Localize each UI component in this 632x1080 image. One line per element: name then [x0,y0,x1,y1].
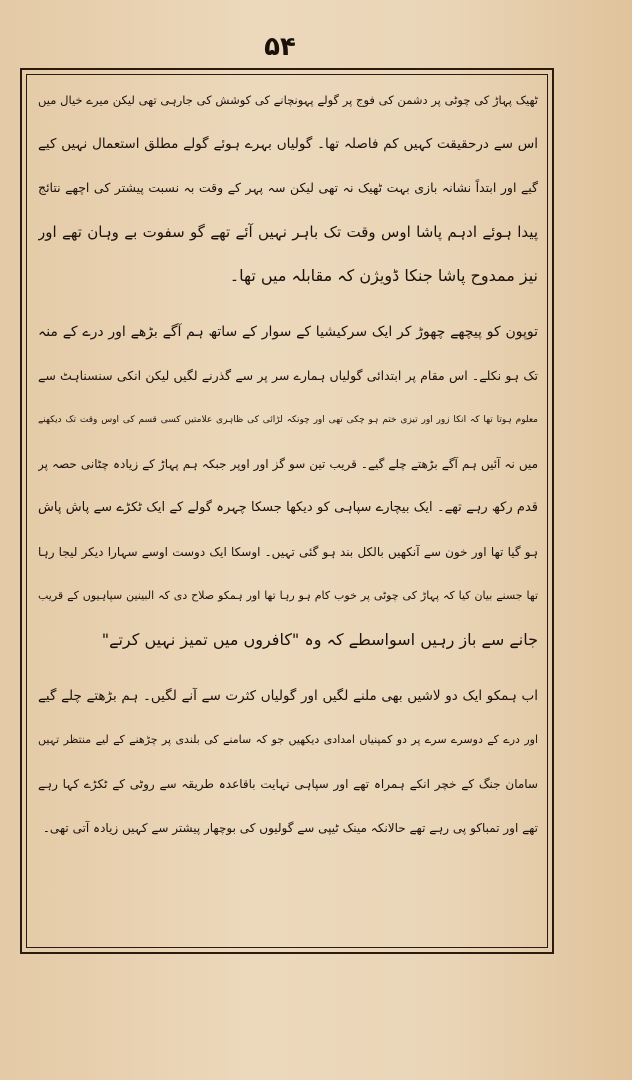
text-line: توپون کو پیچھے چھوڑ کر ایک سرکیشیا کے سوار کے ساتھ ہم آگے بڑھے اور درے کے منہ [38,324,538,340]
text-line: جانے سے باز رہیں اسواسطے کہ وہ "کافروں میں تمیز نہیں کرتے" [101,630,538,649]
text-line: ہو گیا تھا اور خون سے آنکھیں بالکل بند ہو گئی تہیں۔ اوسکا ایک دوست اوسے سہارا دیکر لیجا رہا [38,545,538,559]
text-line: معلوم ہوتا تھا کہ انکا زور اور تیزی ختم ہو چکی تھی اور چونکہ لڑائی کی ظاہری علامتیں کسی قسم کی اوس وقت تک دیکھنے [38,415,538,425]
text-line: قدم رکھ رہے تھے۔ ایک بیچارے سپاہی کو دیکھا جسکا چہرہ گولے کے ایک ٹکڑے سے پاش پاش [38,500,538,515]
text-line: اب ہمکو ایک دو لاشیں بھی ملنے لگیں اور گولیاں کثرت سے آنے لگیں۔ ہم بڑھتے چلے گیے [38,688,538,704]
text-line: تھے اور تمباکو پی رہے تھے حالانکہ مینک ٹیپی سے گولیوں کی بوچھار پیشتر سے کہیں زیادہ آتی تھی۔ [42,821,538,835]
text-line: پیدا ہوئے ادہم پاشا اوس وقت تک باہر نہیں آئے تھے گو سفوت بے وہان تھے اور [38,223,538,241]
text-line: اس سے درحقیقت کہیں کم فاصلہ تھا۔ گولیاں بہرے ہوئے گولے مطلق استعمال نہیں کیے [38,136,538,152]
text-line: ٹھیک پہاڑ کی چوٹی پر دشمن کی فوج پر گولے پہونچانے کی کوشش کی جارہی تھی لیکن میرے خیال میں [38,93,538,107]
text-line: میں نہ آئیں ہم آگے بڑھتے چلے گیے۔ قریب تین سو گز اور اوپر جبکہ ہم پہاڑ کے زیادہ چٹانی حصہ پر [38,457,538,471]
text-line: اور درے کے دوسرے سرے پر دو کمپنیاں امدادی دیکھیں جو کہ سامنے کی بلندی پر چڑھنے کے لیے منتظر تہیں [38,733,538,746]
text-line: گیے اور ابتداً نشانہ بازی بہت ٹھیک نہ تھی لیکن سہ پہر کے وقت بہ نسبت پیشتر کی اچھے نتائج [38,180,538,195]
text-line: نیز ممدوح پاشا جنکا ڈویژن کہ مقابلہ میں تھا۔ [229,266,538,285]
page-number: ۵۴ [264,32,296,62]
text-line: تک ہو نکلے۔ اس مقام پر ابتدائی گولیاں ہمارے سر پر سے گذرنے لگیں لیکن انکی سنسناہٹ سے [38,368,538,383]
text-line: تھا جسنے بیان کیا کہ پہاڑ کی چوٹی پر خوب کام ہو رہا تھا اور ہمکو صلاح دی کہ البینین سپاہیوں کے قریب [38,589,538,602]
text-line: سامان جنگ کے خچر انکے ہمراہ تھے اور سپاہی نہایت باقاعدہ طریقہ سے روٹی کے ٹکڑے کہا رہے [38,777,538,791]
